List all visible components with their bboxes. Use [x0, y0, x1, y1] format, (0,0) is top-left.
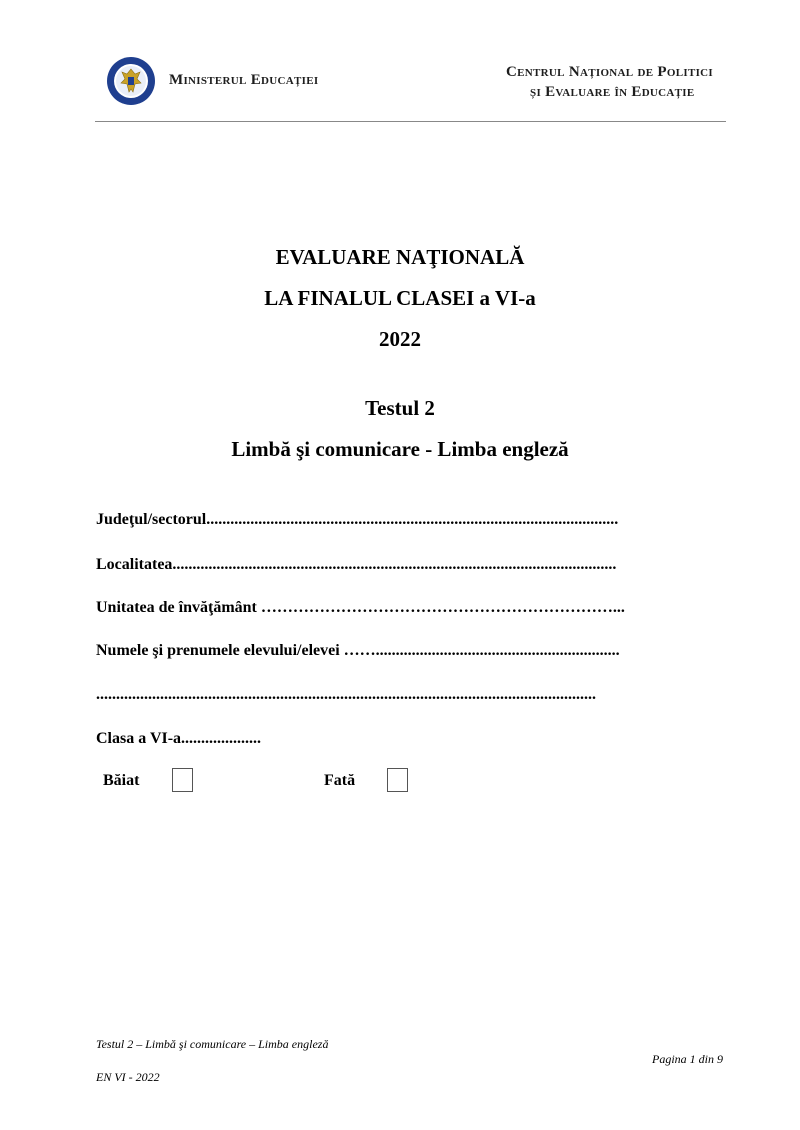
exam-grade: LA FINALUL CLASEI a VI-a: [264, 286, 536, 310]
school-field[interactable]: Unitatea de învăţământ …………………………………………………………...: [96, 599, 625, 616]
header-divider: [95, 121, 726, 122]
test-number: Testul 2: [365, 396, 435, 420]
student-name-continuation[interactable]: .............................................................................................................................: [96, 686, 596, 703]
exam-title: EVALUARE NAŢIONALĂ: [275, 245, 525, 269]
county-field[interactable]: Judeţul/sectorul.......................................................................................................: [96, 511, 619, 528]
locality-field[interactable]: Localitatea...............................................................................................................: [96, 556, 617, 573]
girl-checkbox[interactable]: [387, 768, 408, 792]
evaluation-centre-name: [506, 62, 713, 102]
student-name-field[interactable]: Numele şi prenumele elevului/elevei …….............................................................: [96, 642, 620, 659]
centre-line-1: Centrul Național de Politici: [506, 64, 713, 80]
footer-test-info: Testul 2 – Limbă şi comunicare – Limba engleză: [96, 1037, 329, 1051]
girl-label: Fată: [324, 772, 356, 789]
exam-year: 2022: [379, 327, 421, 351]
class-field[interactable]: Clasa a VI-a....................: [96, 730, 262, 747]
boy-checkbox[interactable]: [172, 768, 193, 792]
page-number: Pagina 1 din 9: [652, 1052, 723, 1066]
subject-title: Limbă şi comunicare - Limba engleză: [231, 437, 569, 461]
page-header: [95, 48, 725, 120]
centre-line-2: și Evaluare în Educație: [530, 84, 695, 100]
ministry-name: Ministerul Educației: [169, 72, 319, 88]
boy-label: Băiat: [103, 772, 140, 789]
footer-exam-code: EN VI - 2022: [96, 1070, 160, 1084]
government-seal-icon: [106, 56, 156, 106]
